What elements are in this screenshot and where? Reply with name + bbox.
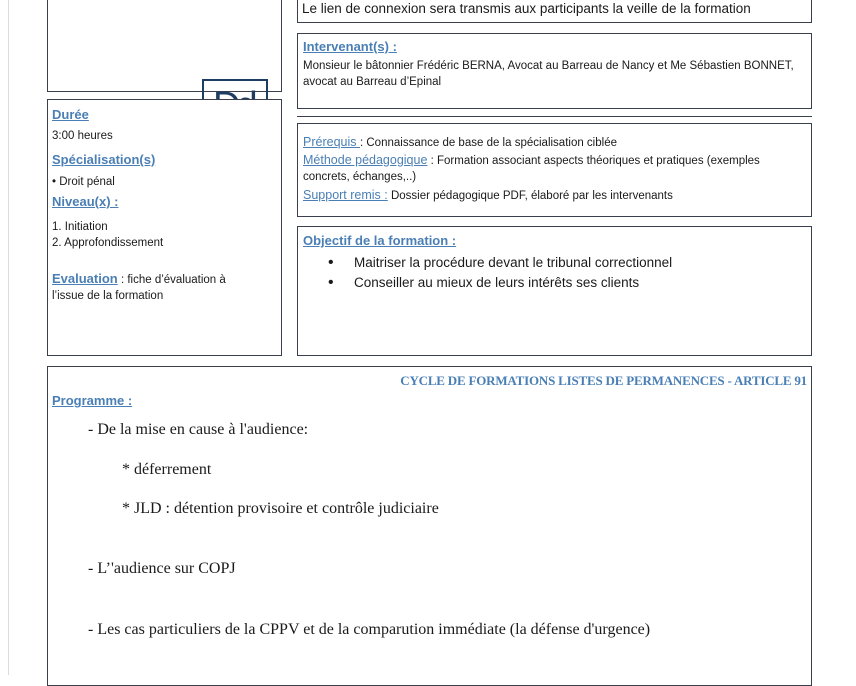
niveau-item-2: 2. Approfondissement <box>52 237 164 249</box>
methode-label: Méthode pédagogique <box>303 153 428 167</box>
prerequis <box>303 134 803 151</box>
methode <box>303 152 783 185</box>
methode-text: : Formation associant aspects théoriques et pratiques (exemples concrets, échanges,..) <box>303 155 760 183</box>
objectif-list <box>326 253 672 293</box>
programme-line-3: * JLD : détention provisoire et contrôle judiciaire <box>122 500 439 517</box>
support <box>303 187 803 204</box>
specialisation-item: • Droit pénal <box>52 176 115 188</box>
connexion-box <box>297 0 812 23</box>
cycle-title: CYCLE DE FORMATIONS LISTES DE PERMANENCES - ARTICLE 91 <box>400 373 807 388</box>
evaluation <box>52 271 252 304</box>
programme-line-1: - De la mise en cause à l'audience: <box>88 421 309 438</box>
evaluation-text: : fiche d’évaluation à l’issue de la formation <box>52 274 226 302</box>
connexion-note: Le lien de connexion sera transmis aux participants la veille de la formation <box>302 1 751 16</box>
duree-value: 3:00 heures <box>52 130 113 142</box>
objectif-label: Objectif de la formation : <box>303 233 457 248</box>
programme-line-5: - Les cas particuliers de la CPPV et de la comparution immédiate (la défense d'urgence) <box>88 621 651 638</box>
niveau-item-1: 1. Initiation <box>52 221 108 233</box>
prerequis-text: : Connaissance de base de la spécialisation ciblée <box>359 137 617 149</box>
prerequis-label: Prérequis <box>303 135 360 149</box>
specialisation-label: Spécialisation(s) <box>52 152 156 167</box>
objectif-item-2: • Conseiller au mieux de leurs intérêts ses clients <box>326 273 672 293</box>
support-text: Dossier pédagogique PDF, élaboré par les intervenants <box>387 190 673 202</box>
programme-line-2: * déferrement <box>122 461 212 478</box>
specialisation-item-text: Droit pénal <box>59 176 115 188</box>
intervenants-box <box>297 33 812 109</box>
support-label: Support remis : <box>303 188 388 202</box>
programme-line-4: - L’'audience sur COPJ <box>88 560 236 577</box>
programme-label: Programme : <box>52 393 133 408</box>
separator-line <box>297 116 812 117</box>
intervenants-label: Intervenant(s) : <box>303 39 397 54</box>
page-edge <box>8 0 9 675</box>
intervenants-text: Monsieur le bâtonnier Frédéric BERNA, Avocat au Barreau de Nancy et Me Sébastien BONNET, avocat au Barreau d’Epinal <box>303 60 794 88</box>
programme-box <box>47 366 812 686</box>
duree-label: Durée <box>52 107 89 122</box>
left-details-box <box>47 99 282 356</box>
pedagogie-box <box>297 123 812 217</box>
objectif-item-1: • Maitriser la procédure devant le tribunal correctionnel <box>326 253 672 273</box>
objectif-box <box>297 226 812 356</box>
top-left-divider <box>47 91 197 92</box>
evaluation-label: Evaluation <box>52 271 118 286</box>
niveau-label: Niveau(x) : <box>52 194 119 209</box>
